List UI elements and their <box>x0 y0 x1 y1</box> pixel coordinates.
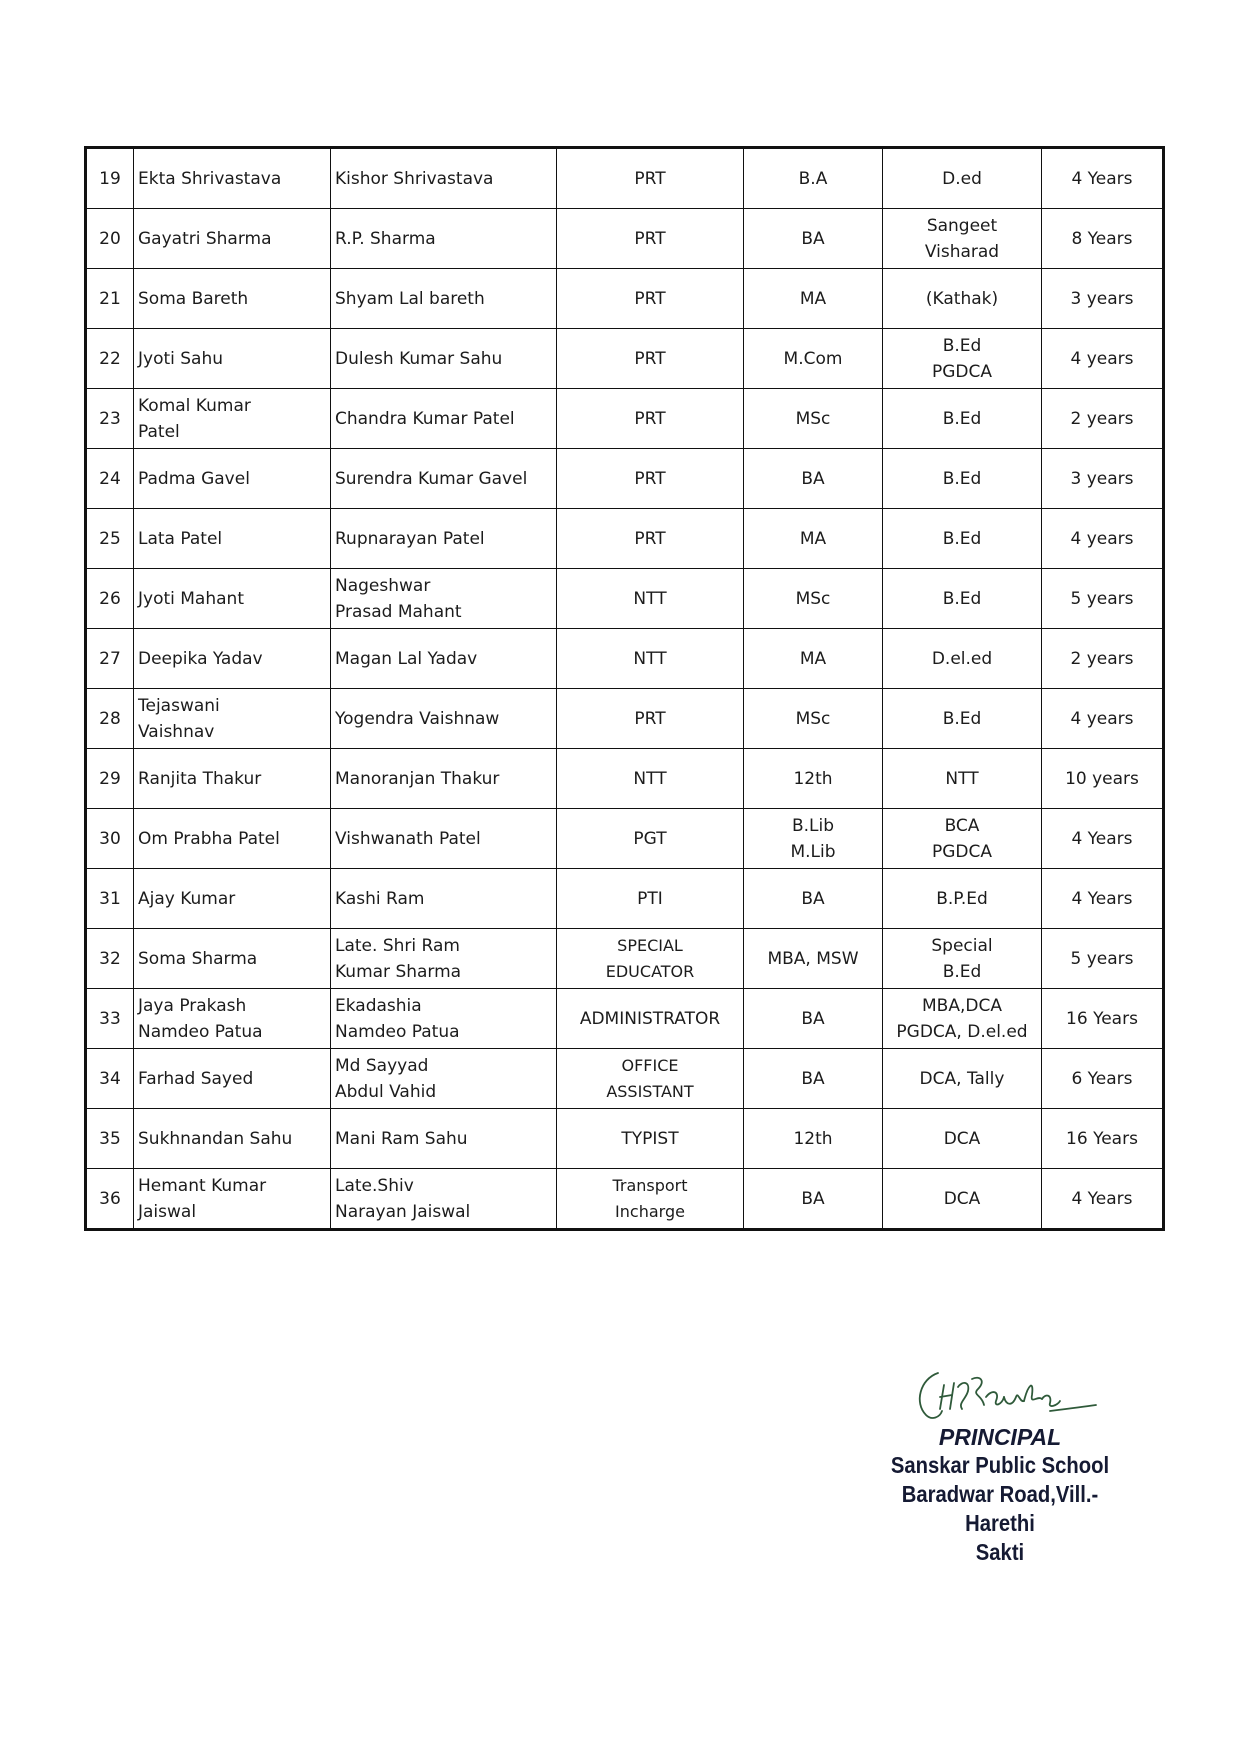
table-row <box>86 209 1164 269</box>
cell-text-line: (Kathak) <box>925 288 999 309</box>
cell-text-line: NTT <box>633 648 667 669</box>
table-row <box>86 629 1164 689</box>
qualification-cell <box>744 1049 883 1109</box>
cell-text-line: M.Lib <box>790 841 836 862</box>
staff-table-body <box>86 148 1164 1230</box>
cell-text-line: Jaya Prakash <box>138 995 247 1016</box>
designation-cell <box>557 869 744 929</box>
cell-text-line: MSc <box>795 708 831 729</box>
cell-text-line: Lata Patel <box>138 528 223 549</box>
cell-text-line: Surendra Kumar Gavel <box>335 468 528 489</box>
staff-name-cell <box>134 929 331 989</box>
cell-text-line: PGDCA <box>931 841 992 862</box>
designation-cell <box>557 569 744 629</box>
cell-text-line: Vaishnav <box>138 721 215 742</box>
staff-name-cell <box>134 749 331 809</box>
cell-text-line: MA <box>799 648 827 669</box>
experience-cell: 4 Years <box>1042 148 1164 209</box>
table-row <box>86 269 1164 329</box>
staff-name-cell <box>134 148 331 209</box>
father-name-cell <box>331 749 557 809</box>
serial-number-cell: 22 <box>86 329 134 389</box>
signature-icon <box>900 1365 1100 1427</box>
staff-name-cell <box>134 389 331 449</box>
staff-name-cell <box>134 269 331 329</box>
experience-cell: 5 years <box>1042 569 1164 629</box>
staff-name-cell <box>134 1109 331 1169</box>
father-name-cell <box>331 1049 557 1109</box>
staff-name-cell <box>134 689 331 749</box>
cell-text-line: SPECIAL <box>617 935 683 955</box>
table-row <box>86 449 1164 509</box>
signatory-title: PRINCIPAL <box>938 1424 1062 1450</box>
serial-number-cell: 25 <box>86 509 134 569</box>
cell-text-line: D.el.ed <box>931 648 993 669</box>
experience-cell: 4 years <box>1042 509 1164 569</box>
experience-cell: 3 years <box>1042 269 1164 329</box>
professional-qualification-cell <box>883 389 1042 449</box>
father-name-cell <box>331 929 557 989</box>
professional-qualification-cell <box>883 569 1042 629</box>
professional-qualification-cell <box>883 269 1042 329</box>
designation-cell <box>557 269 744 329</box>
table-row <box>86 689 1164 749</box>
cell-text-line: Incharge <box>615 1201 685 1221</box>
cell-text-line: Special <box>931 935 993 956</box>
qualification-cell <box>744 809 883 869</box>
qualification-cell <box>744 449 883 509</box>
qualification-cell <box>744 329 883 389</box>
cell-text-line: Ekta Shrivastava <box>138 168 282 189</box>
staff-name-cell <box>134 329 331 389</box>
staff-name-cell <box>134 1049 331 1109</box>
cell-text-line: DCA <box>943 1128 981 1149</box>
table-row <box>86 929 1164 989</box>
qualification-cell <box>744 509 883 569</box>
cell-text-line: Soma Bareth <box>138 288 249 309</box>
cell-text-line: B.Ed <box>942 335 982 356</box>
cell-text-line: BA <box>801 1008 825 1029</box>
cell-text-line: Transport <box>612 1175 688 1195</box>
father-name-cell <box>331 148 557 209</box>
father-name-cell <box>331 869 557 929</box>
experience-cell: 8 Years <box>1042 209 1164 269</box>
father-name-cell <box>331 389 557 449</box>
father-name-cell <box>331 689 557 749</box>
serial-number-cell: 29 <box>86 749 134 809</box>
cell-text-line: TYPIST <box>621 1128 679 1149</box>
professional-qualification-cell <box>883 809 1042 869</box>
cell-text-line: Jyoti Sahu <box>138 348 224 369</box>
serial-number-cell: 31 <box>86 869 134 929</box>
cell-text-line: ADMINISTRATOR <box>579 1008 721 1029</box>
cell-text-line: Yogendra Vaishnaw <box>335 708 500 729</box>
cell-text-line: Jyoti Mahant <box>138 588 244 609</box>
experience-cell: 16 Years <box>1042 989 1164 1049</box>
cell-text-line: PRT <box>634 528 666 549</box>
cell-text-line: Ranjita Thakur <box>138 768 262 789</box>
qualification-cell <box>744 148 883 209</box>
cell-text-line: Kishor Shrivastava <box>335 168 494 189</box>
designation-cell <box>557 449 744 509</box>
cell-text-line: PRT <box>634 708 666 729</box>
professional-qualification-cell <box>883 209 1042 269</box>
cell-text-line: B.Ed <box>942 961 982 982</box>
qualification-cell <box>744 929 883 989</box>
qualification-cell <box>744 269 883 329</box>
experience-cell: 5 years <box>1042 929 1164 989</box>
experience-cell: 16 Years <box>1042 1109 1164 1169</box>
cell-text-line: Patel <box>138 421 180 442</box>
qualification-cell <box>744 1109 883 1169</box>
father-name-cell <box>331 209 557 269</box>
cell-text-line: Dulesh Kumar Sahu <box>335 348 503 369</box>
experience-cell: 10 years <box>1042 749 1164 809</box>
cell-text-line: BA <box>801 1188 825 1209</box>
cell-text-line: Manoranjan Thakur <box>335 768 500 789</box>
cell-text-line: B.Ed <box>942 528 982 549</box>
serial-number-cell: 20 <box>86 209 134 269</box>
professional-qualification-cell <box>883 148 1042 209</box>
table-row <box>86 989 1164 1049</box>
cell-text-line: BA <box>801 1068 825 1089</box>
professional-qualification-cell <box>883 509 1042 569</box>
father-name-cell <box>331 629 557 689</box>
cell-text-line: Md Sayyad <box>335 1055 429 1076</box>
cell-text-line: Chandra Kumar Patel <box>335 408 515 429</box>
cell-text-line: PRT <box>634 348 666 369</box>
cell-text-line: Tejaswani <box>138 695 220 716</box>
serial-number-cell: 26 <box>86 569 134 629</box>
table-row <box>86 148 1164 209</box>
table-row <box>86 1169 1164 1230</box>
professional-qualification-cell <box>883 929 1042 989</box>
cell-text-line: NTT <box>633 768 667 789</box>
professional-qualification-cell <box>883 689 1042 749</box>
cell-text-line: Namdeo Patua <box>335 1021 460 1042</box>
father-name-cell <box>331 449 557 509</box>
designation-cell <box>557 809 744 869</box>
staff-name-cell <box>134 629 331 689</box>
cell-text-line: NTT <box>945 768 979 789</box>
cell-text-line: PRT <box>634 408 666 429</box>
designation-cell <box>557 749 744 809</box>
cell-text-line: BA <box>801 468 825 489</box>
designation-cell <box>557 1049 744 1109</box>
professional-qualification-cell <box>883 329 1042 389</box>
table-row <box>86 749 1164 809</box>
experience-cell: 3 years <box>1042 449 1164 509</box>
cell-text-line: MBA,DCA <box>922 995 1002 1016</box>
qualification-cell <box>744 629 883 689</box>
cell-text-line: OFFICE <box>621 1055 679 1075</box>
professional-qualification-cell <box>883 869 1042 929</box>
qualification-cell <box>744 569 883 629</box>
qualification-cell <box>744 749 883 809</box>
cell-text-line: B.A <box>798 168 828 189</box>
table-row <box>86 509 1164 569</box>
cell-text-line: B.Ed <box>942 408 982 429</box>
experience-cell: 4 years <box>1042 329 1164 389</box>
cell-text-line: MSc <box>795 408 831 429</box>
father-name-cell <box>331 1109 557 1169</box>
qualification-cell <box>744 869 883 929</box>
cell-text-line: Nageshwar <box>335 575 431 596</box>
cell-text-line: B.Ed <box>942 708 982 729</box>
father-name-cell <box>331 269 557 329</box>
cell-text-line: Padma Gavel <box>138 468 250 489</box>
serial-number-cell: 19 <box>86 148 134 209</box>
cell-text-line: Magan Lal Yadav <box>335 648 478 669</box>
cell-text-line: Visharad <box>924 241 1000 262</box>
cell-text-line: R.P. Sharma <box>335 228 436 249</box>
father-name-cell <box>331 509 557 569</box>
professional-qualification-cell <box>883 629 1042 689</box>
qualification-cell <box>744 209 883 269</box>
staff-name-cell <box>134 1169 331 1230</box>
staff-name-cell <box>134 209 331 269</box>
table-row <box>86 809 1164 869</box>
serial-number-cell: 36 <box>86 1169 134 1230</box>
designation-cell <box>557 629 744 689</box>
designation-cell <box>557 148 744 209</box>
cell-text-line: PRT <box>634 288 666 309</box>
designation-cell <box>557 1169 744 1230</box>
designation-cell <box>557 929 744 989</box>
cell-text-line: Jaiswal <box>138 1201 197 1222</box>
table-row <box>86 1049 1164 1109</box>
designation-cell <box>557 689 744 749</box>
cell-text-line: MSc <box>795 588 831 609</box>
cell-text-line: ASSISTANT <box>606 1081 694 1101</box>
experience-cell: 4 years <box>1042 689 1164 749</box>
father-name-cell <box>331 809 557 869</box>
cell-text-line: 12th <box>793 1128 833 1149</box>
table-row <box>86 1109 1164 1169</box>
cell-text-line: Sukhnandan Sahu <box>138 1128 293 1149</box>
father-name-cell <box>331 569 557 629</box>
experience-cell: 4 Years <box>1042 809 1164 869</box>
experience-cell: 6 Years <box>1042 1049 1164 1109</box>
cell-text-line: Vishwanath Patel <box>335 828 481 849</box>
experience-cell: 4 Years <box>1042 1169 1164 1230</box>
staff-name-cell <box>134 569 331 629</box>
cell-text-line: Abdul Vahid <box>335 1081 437 1102</box>
cell-text-line: Kumar Sharma <box>335 961 462 982</box>
father-name-cell <box>331 989 557 1049</box>
serial-number-cell: 35 <box>86 1109 134 1169</box>
cell-text-line: Shyam Lal bareth <box>335 288 485 309</box>
staff-name-cell <box>134 869 331 929</box>
cell-text-line: Namdeo Patua <box>138 1021 263 1042</box>
cell-text-line: Mani Ram Sahu <box>335 1128 468 1149</box>
cell-text-line: B.Ed <box>942 468 982 489</box>
father-name-cell <box>331 1169 557 1230</box>
cell-text-line: M.Com <box>783 348 843 369</box>
designation-cell <box>557 989 744 1049</box>
cell-text-line: MA <box>799 528 827 549</box>
cell-text-line: PRT <box>634 168 666 189</box>
cell-text-line: Farhad Sayed <box>138 1068 254 1089</box>
cell-text-line: Rupnarayan Patel <box>335 528 485 549</box>
staff-name-cell <box>134 509 331 569</box>
cell-text-line: EDUCATOR <box>605 961 695 981</box>
professional-qualification-cell <box>883 749 1042 809</box>
cell-text-line: BA <box>801 888 825 909</box>
cell-text-line: PGDCA <box>931 361 992 382</box>
school-name: Sanskar Public School <box>890 1452 1110 1478</box>
cell-text-line: Komal Kumar <box>138 395 251 416</box>
cell-text-line: Hemant Kumar <box>138 1175 267 1196</box>
cell-text-line: Ajay Kumar <box>138 888 236 909</box>
cell-text-line: PGDCA, D.el.ed <box>896 1021 1028 1042</box>
serial-number-cell: 23 <box>86 389 134 449</box>
professional-qualification-cell <box>883 1049 1042 1109</box>
designation-cell <box>557 389 744 449</box>
cell-text-line: Sangeet <box>926 215 998 236</box>
serial-number-cell: 27 <box>86 629 134 689</box>
cell-text-line: B.P.Ed <box>936 888 988 909</box>
cell-text-line: Late. Shri Ram <box>335 935 460 956</box>
professional-qualification-cell <box>883 1109 1042 1169</box>
staff-table <box>84 146 1165 1231</box>
qualification-cell <box>744 1169 883 1230</box>
designation-cell <box>557 509 744 569</box>
cell-text-line: Kashi Ram <box>335 888 425 909</box>
professional-qualification-cell <box>883 1169 1042 1230</box>
cell-text-line: B.Ed <box>942 588 982 609</box>
table-row <box>86 389 1164 449</box>
cell-text-line: DCA, Tally <box>919 1068 1005 1089</box>
staff-name-cell <box>134 809 331 869</box>
cell-text-line: Gayatri Sharma <box>138 228 272 249</box>
serial-number-cell: 33 <box>86 989 134 1049</box>
designation-cell <box>557 329 744 389</box>
serial-number-cell: 28 <box>86 689 134 749</box>
cell-text-line: Narayan Jaiswal <box>335 1201 471 1222</box>
cell-text-line: DCA <box>943 1188 981 1209</box>
school-city: Sakti <box>975 1539 1025 1565</box>
serial-number-cell: 24 <box>86 449 134 509</box>
qualification-cell <box>744 989 883 1049</box>
cell-text-line: MA <box>799 288 827 309</box>
designation-cell <box>557 1109 744 1169</box>
experience-cell: 2 years <box>1042 389 1164 449</box>
signature-block <box>850 1365 1150 1567</box>
qualification-cell <box>744 689 883 749</box>
table-row <box>86 869 1164 929</box>
table-row <box>86 569 1164 629</box>
staff-name-cell <box>134 449 331 509</box>
cell-text-line: Late.Shiv <box>335 1175 414 1196</box>
cell-text-line: PRT <box>634 228 666 249</box>
cell-text-line: Ekadashia <box>335 995 422 1016</box>
cell-text-line: NTT <box>633 588 667 609</box>
cell-text-line: PGT <box>633 828 667 849</box>
serial-number-cell: 32 <box>86 929 134 989</box>
cell-text-line: Soma Sharma <box>138 948 258 969</box>
cell-text-line: B.Lib <box>791 815 835 836</box>
serial-number-cell: 34 <box>86 1049 134 1109</box>
professional-qualification-cell <box>883 989 1042 1049</box>
professional-qualification-cell <box>883 449 1042 509</box>
cell-text-line: D.ed <box>942 168 982 189</box>
cell-text-line: Prasad Mahant <box>335 601 462 622</box>
designation-cell <box>557 209 744 269</box>
cell-text-line: Deepika Yadav <box>138 648 263 669</box>
cell-text-line: Om Prabha Patel <box>138 828 280 849</box>
cell-text-line: 12th <box>793 768 833 789</box>
cell-text-line: BA <box>801 228 825 249</box>
father-name-cell <box>331 329 557 389</box>
cell-text-line: MBA, MSW <box>767 948 859 969</box>
table-row <box>86 329 1164 389</box>
staff-name-cell <box>134 989 331 1049</box>
cell-text-line: BCA <box>944 815 980 836</box>
qualification-cell <box>744 389 883 449</box>
serial-number-cell: 21 <box>86 269 134 329</box>
cell-text-line: PTI <box>637 888 663 909</box>
experience-cell: 4 Years <box>1042 869 1164 929</box>
school-address: Baradwar Road,Vill.-Harethi <box>901 1481 1099 1536</box>
cell-text-line: PRT <box>634 468 666 489</box>
serial-number-cell: 30 <box>86 809 134 869</box>
experience-cell: 2 years <box>1042 629 1164 689</box>
